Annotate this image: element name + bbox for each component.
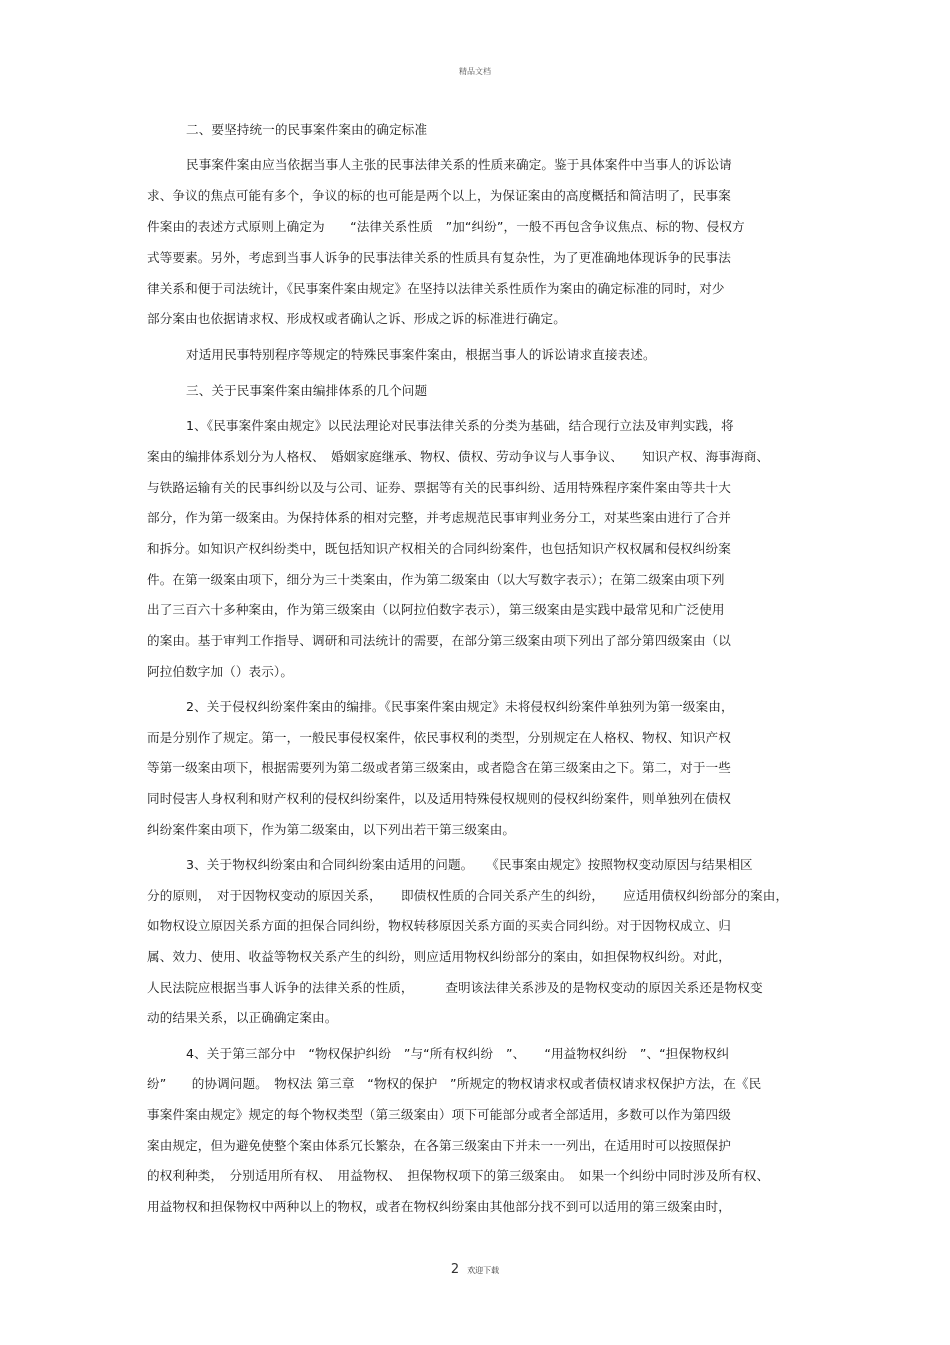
page-header: 精品文档	[459, 67, 491, 76]
text-line: 件。在第一级案由项下，细分为三十类案由，作为第二级案由（以大写数字表示）；在第二级案由项下列	[147, 572, 725, 587]
text-line: 案由规定，但为避免使整个案由体系冗长繁杂，在各第三级案由下并未一一列出，在适用时可以按照保护	[147, 1138, 731, 1153]
text-line: 对适用民事特别程序等规定的特殊民事案件案由，根据当事人的诉讼请求直接表述。	[186, 347, 656, 362]
text-line: 律关系和便于司法统计，《民事案件案由规定》在坚持以法律关系性质作为案由的确定标准的同时，对少	[147, 281, 725, 296]
text-line: 人民法院应根据当事人诉争的法律关系的性质， 查明该法律关系涉及的是物权变动的原因关系还是物权变	[147, 980, 763, 995]
text-line: 而是分别作了规定。第一，一般民事侵权案件，依民事权利的类型，分别规定在人格权、物权、知识产权	[147, 730, 731, 745]
text-line: 与铁路运输有关的民事纠纷以及与公司、证券、票据等有关的民事纠纷、适用特殊程序案件案由等共十大	[147, 480, 731, 495]
page-number: 2	[450, 1262, 460, 1277]
text-line: 同时侵害人身权利和财产权利的侵权纠纷案件，以及适用特殊侵权规则的侵权纠纷案件，则单独列在债权	[147, 791, 731, 806]
text-line: 部分，作为第一级案由。为保持体系的相对完整，并考虑规范民事审判业务分工，对某些案由进行了合并	[147, 510, 731, 525]
text-line: 如物权设立原因关系方面的担保合同纠纷，物权转移原因关系方面的买卖合同纠纷。对于因物权成立、归	[147, 918, 731, 933]
text-line: 纠纷案件案由项下，作为第二级案由，以下列出若干第三级案由。	[147, 822, 516, 837]
text-line: 式等要素。另外，考虑到当事人诉争的民事法律关系的性质具有复杂性，为了更准确地体现诉争的民事法	[147, 250, 731, 265]
text-line: 求、争议的焦点可能有多个，争议的标的也可能是两个以上，为保证案由的高度概括和简洁明了，民事案	[147, 188, 731, 203]
text-line: 分的原则， 对于因物权变动的原因关系， 即债权性质的合同关系产生的纠纷， 应适用债权纠纷部分的案由，	[147, 888, 789, 903]
text-line: 动的结果关系，以正确确定案由。	[147, 1010, 338, 1025]
footer-label: 欢迎下载	[467, 1266, 500, 1275]
text-line: 三、关于民事案件案由编排体系的几个问题	[186, 383, 428, 398]
text-line: 和拆分。如知识产权纠纷类中，既包括知识产权相关的合同纠纷案件，也包括知识产权权属和侵权纠纷案	[147, 541, 731, 556]
text-line: 的权利种类， 分别适用所有权、 用益物权、 担保物权项下的第三级案由。 如果一个纠纷中同时涉及所有权、	[147, 1168, 770, 1183]
text-line: 等第一级案由项下，根据需要列为第二级或者第三级案由，或者隐含在第三级案由之下。第二，对于一些	[147, 760, 731, 775]
text-line: 纷” 的协调问题。 物权法 第三章 “物权的保护 ”所规定的物权请求权或者债权请求权保护方法，在《民	[147, 1076, 762, 1091]
text-line: 事案件案由规定》规定的每个物权类型（第三级案由）项下可能部分或者全部适用，多数可以作为第四级	[147, 1107, 731, 1122]
text-line: 民事案件案由应当依据当事人主张的民事法律关系的性质来确定。鉴于具体案件中当事人的诉讼请	[186, 157, 732, 172]
text-line: 二、要坚持统一的民事案件案由的确定标准	[186, 122, 428, 137]
text-line: 案由的编排体系划分为人格权、 婚姻家庭继承、物权、债权、劳动争议与人事争议、 知识产权、海事海商、	[147, 449, 770, 464]
page-footer	[0, 1258, 950, 1277]
text-line: 部分案由也依据请求权、形成权或者确认之诉、形成之诉的标准进行确定。	[147, 311, 566, 326]
text-line: 1、《民事案件案由规定》以民法理论对民事法律关系的分类为基础，结合现行立法及审判实践，将	[186, 418, 734, 433]
text-line: 出了三百六十多种案由，作为第三级案由（以阿拉伯数字表示），第三级案由是实践中最常见和广泛使用	[147, 602, 725, 617]
text-line: 件案由的表述方式原则上确定为 “法律关系性质 ”加“纠纷”，一般不再包含争议焦点、标的物、侵权方	[147, 219, 745, 234]
text-line: 属、效力、使用、收益等物权关系产生的纠纷，则应适用物权纠纷部分的案由，如担保物权纠纷。对此，	[147, 949, 731, 964]
text-line: 4、关于第三部分中 “物权保护纠纷 ”与“所有权纠纷 ”、 “用益物权纠纷 ”、“担保物权纠	[186, 1046, 730, 1061]
text-line: 的案由。基于审判工作指导、调研和司法统计的需要，在部分第三级案由项下列出了部分第四级案由（以	[147, 633, 731, 648]
text-line: 3、关于物权纠纷案由和合同纠纷案由适用的问题。 《民事案由规定》按照物权变动原因与结果相区	[186, 857, 753, 872]
text-line: 用益物权和担保物权中两种以上的物权，或者在物权纠纷案由其他部分找不到可以适用的第三级案由时，	[147, 1199, 731, 1214]
text-line: 阿拉伯数字加（）表示）。	[147, 664, 294, 679]
text-line: 2、关于侵权纠纷案件案由的编排。《民事案件案由规定》未将侵权纠纷案件单独列为第一级案由，	[186, 699, 734, 714]
